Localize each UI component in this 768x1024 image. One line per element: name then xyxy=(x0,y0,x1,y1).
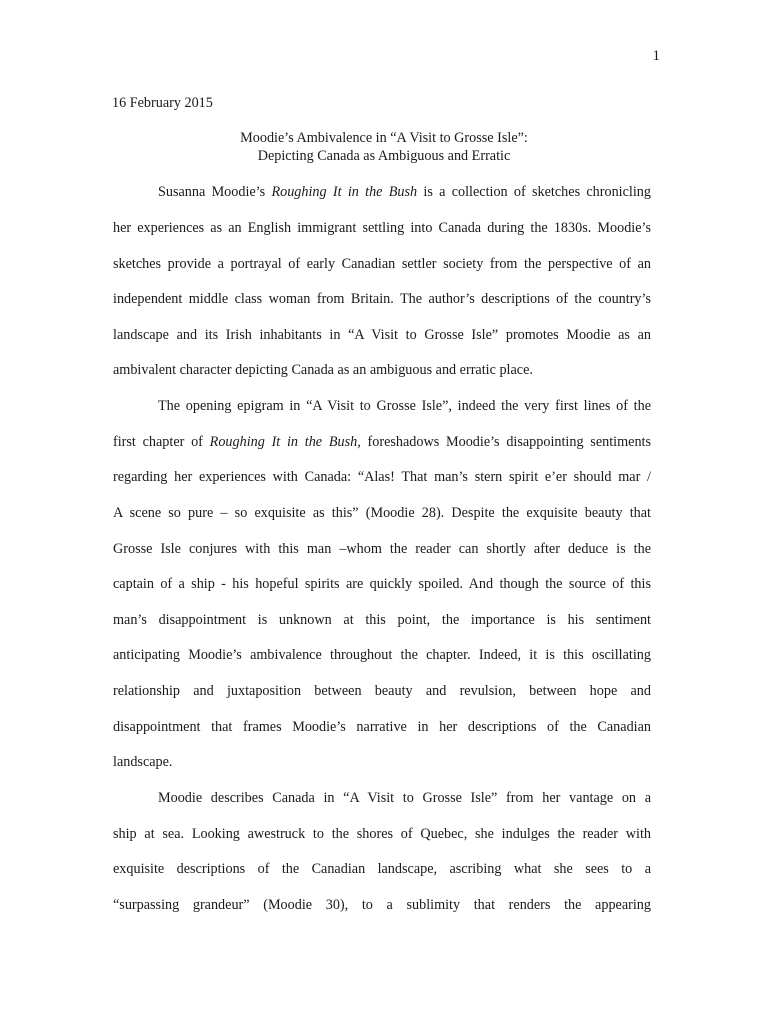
book-title: Roughing It in the Bush, xyxy=(209,434,361,450)
paragraph-2-line-7: man’s disappointment is unknown at this point, the importance is his sentiment xyxy=(113,612,651,628)
paragraph-2-line-9: relationship and juxtaposition between beauty and revulsion, between hope and xyxy=(113,683,651,699)
paragraph-1-line-3: sketches provide a portrayal of early Canadian settler society from the perspective of an xyxy=(113,256,651,272)
paragraph-2-line-10: disappointment that frames Moodie’s narrative in her descriptions of the Canadian xyxy=(113,719,651,735)
paragraph-2-line-3: regarding her experiences with Canada: “Alas! That man’s stern spirit e’er should mar / xyxy=(113,469,651,485)
paragraph-2-line-1: The opening epigram in “A Visit to Grosse Isle”, indeed the very first lines of the xyxy=(158,398,651,414)
paragraph-2-line-8: anticipating Moodie’s ambivalence throughout the chapter. Indeed, it is this oscillating xyxy=(113,647,651,663)
page-number: 1 xyxy=(652,48,660,64)
paragraph-1-line-6: ambivalent character depicting Canada as an ambiguous and erratic place. xyxy=(113,362,533,378)
paragraph-1-line-5: landscape and its Irish inhabitants in “A Visit to Grosse Isle” promotes Moodie as an xyxy=(113,327,651,343)
paragraph-1-line-2: her experiences as an English immigrant settling into Canada during the 1830s. Moodie’s xyxy=(113,220,651,236)
essay-date: 16 February 2015 xyxy=(112,95,213,111)
paragraph-2-line-6: captain of a ship - his hopeful spirits are quickly spoiled. And though the source of this xyxy=(113,576,651,592)
essay-title-line-1: Moodie’s Ambivalence in “A Visit to Grosse Isle”: xyxy=(240,130,528,146)
book-title: Roughing It in the Bush xyxy=(271,184,418,200)
paragraph-2-line-11: landscape. xyxy=(113,754,173,770)
paragraph-1-line-1: Susanna Moodie’s Roughing It in the Bush is a collection of sketches chronicling xyxy=(158,184,651,200)
paragraph-3-line-3: exquisite descriptions of the Canadian landscape, ascribing what she sees to a xyxy=(113,861,651,877)
essay-title-line-2: Depicting Canada as Ambiguous and Erratic xyxy=(257,148,511,164)
paragraph-2-line-2: first chapter of Roughing It in the Bush, foreshadows Moodie’s disappointing sentiments xyxy=(113,434,651,450)
paragraph-2-line-5: Grosse Isle conjures with this man –whom the reader can shortly after deduce is the xyxy=(113,541,651,557)
paragraph-3-line-4: “surpassing grandeur” (Moodie 30), to a sublimity that renders the appearing xyxy=(113,897,651,913)
paragraph-3-line-2: ship at sea. Looking awestruck to the shores of Quebec, she indulges the reader with xyxy=(113,826,651,842)
paragraph-1-line-4: independent middle class woman from Britain. The author’s descriptions of the country’s xyxy=(113,291,651,307)
paragraph-3-line-1: Moodie describes Canada in “A Visit to Grosse Isle” from her vantage on a xyxy=(158,790,651,806)
paragraph-2-line-4: A scene so pure – so exquisite as this” (Moodie 28). Despite the exquisite beauty that xyxy=(113,505,651,521)
